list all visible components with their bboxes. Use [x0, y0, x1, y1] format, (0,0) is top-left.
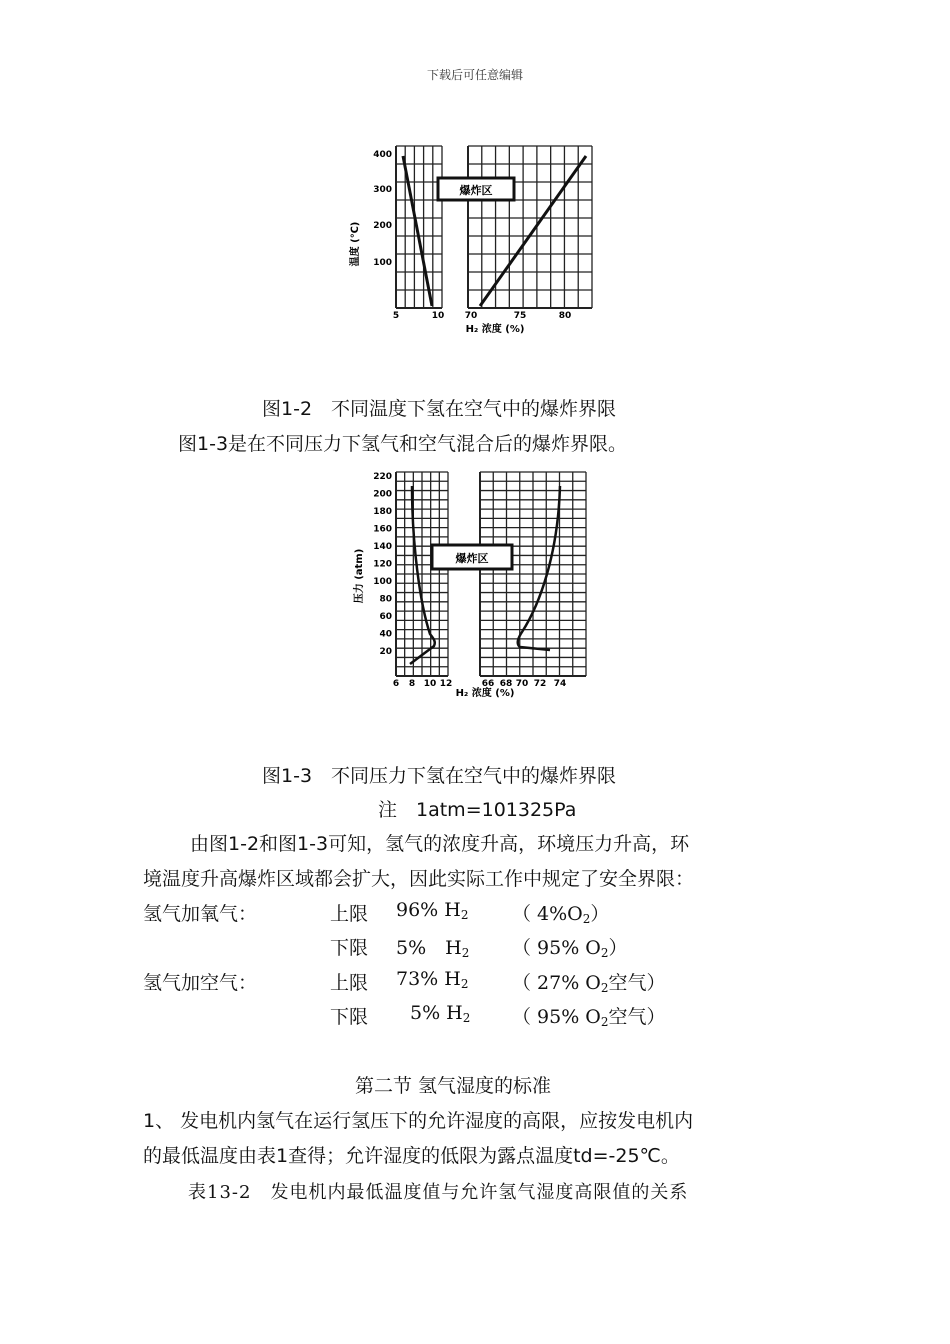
figure-1-2-caption: 图1-2 不同温度下氢在空气中的爆炸界限: [262, 398, 617, 420]
figure-1-2-chart: [330, 136, 610, 346]
figure-1-3-caption: 图1-3 不同压力下氢在空气中的爆炸界限: [262, 765, 617, 787]
explosion-zone-label: 爆炸区: [455, 552, 489, 565]
tick-label: 20: [379, 647, 392, 657]
tick-label: 10: [431, 311, 445, 321]
intro-line: 图1-3是在不同压力下氢气和空气混合后的爆炸界限。: [178, 433, 628, 455]
tick-label: 80: [379, 594, 392, 605]
tick-label: 60: [379, 612, 392, 622]
tick-label: 12: [439, 679, 453, 689]
y-axis-label: 温度 (℃): [350, 221, 361, 267]
tick-label: 75: [513, 311, 527, 321]
limit-label-oxygen: 氢气加氧气：: [143, 903, 258, 925]
lower-limit-line: [403, 156, 432, 306]
tick-label: 100: [373, 577, 392, 587]
tick-label: 220: [373, 472, 392, 482]
figure-1-3-chart: [350, 464, 600, 704]
unit-note: 注 1atm=101325Pa: [378, 799, 577, 821]
tick-label: 80: [558, 311, 572, 321]
y-axis-label: 压力 (atm): [354, 548, 365, 604]
tick-label: 200: [373, 221, 392, 231]
tick-label: 400: [373, 150, 392, 160]
tick-label: 8: [408, 679, 416, 689]
tick-label: 300: [373, 185, 392, 195]
tick-label: 66: [481, 679, 495, 689]
section-title: 第二节 氢气湿度的标准: [355, 1075, 552, 1097]
limit-paren: （ $4\%O_2$）: [512, 903, 610, 926]
tick-label: 140: [373, 542, 392, 552]
tick-label: 160: [373, 524, 392, 535]
limit-value: 73% $H_2$: [396, 968, 469, 991]
x-tick-labels: [393, 311, 571, 321]
limit-value: 96% $H_2$: [396, 899, 469, 922]
grid-left: [396, 472, 448, 676]
tick-label: 10: [423, 679, 437, 689]
grid-right: [480, 472, 586, 676]
y-tick-labels: [373, 150, 392, 268]
tick-label: 100: [373, 258, 392, 268]
tick-label: 74: [553, 679, 567, 689]
limit-kind: 上限: [330, 972, 369, 994]
tick-label: 180: [373, 507, 392, 517]
paragraph-line-1: 由图1-2和图1-3可知，氢气的浓度升高，环境压力升高，环: [190, 833, 690, 855]
y-tick-labels: [373, 472, 392, 657]
tick-label: 40: [379, 629, 392, 640]
tick-label: 68: [499, 679, 513, 689]
tick-label: 5: [392, 311, 400, 321]
grid-left: [396, 146, 442, 308]
tick-label: 72: [533, 679, 547, 689]
limit-value: 5% $H_2$: [396, 937, 470, 960]
tick-label: 6: [392, 679, 400, 689]
x-axis-label: H₂ 浓度 (%): [455, 688, 515, 699]
paragraph-line-2: 境温度升高爆炸区域都会扩大，因此实际工作中规定了安全界限：: [143, 868, 695, 890]
grid-right: [468, 146, 592, 308]
item-1-line-2: 的最低温度由表1查得；允许湿度的低限为露点温度td=-25℃。: [143, 1145, 680, 1167]
page-header: 下载后可任意编辑: [426, 68, 523, 82]
tick-label: 120: [373, 559, 392, 570]
limit-paren: （ 95% $O_2$空气）: [512, 1006, 666, 1029]
table-caption: 表13-2 发电机内最低温度值与允许氢气湿度高限值的关系: [188, 1182, 689, 1203]
upper-limit-curve: [518, 486, 560, 650]
limit-paren: （ 95% $O_2$）: [512, 937, 628, 960]
limit-kind: 下限: [330, 937, 369, 959]
limit-paren: （ 27% $O_2$空气）: [512, 972, 666, 995]
tick-label: 200: [373, 489, 392, 500]
limit-label-air: 氢气加空气：: [143, 972, 258, 994]
x-axis-label: H₂ 浓度 (%): [465, 324, 525, 335]
explosion-zone-label: 爆炸区: [459, 184, 493, 197]
limit-kind: 下限: [330, 1006, 369, 1028]
limit-kind: 上限: [330, 903, 369, 925]
tick-label: 70: [464, 311, 478, 321]
tick-label: 70: [515, 679, 529, 689]
limit-value: 5% $H_2$: [410, 1002, 471, 1025]
item-1-line-1: 1、 发电机内氢气在运行氢压下的允许湿度的高限，应按发电机内: [143, 1110, 694, 1132]
